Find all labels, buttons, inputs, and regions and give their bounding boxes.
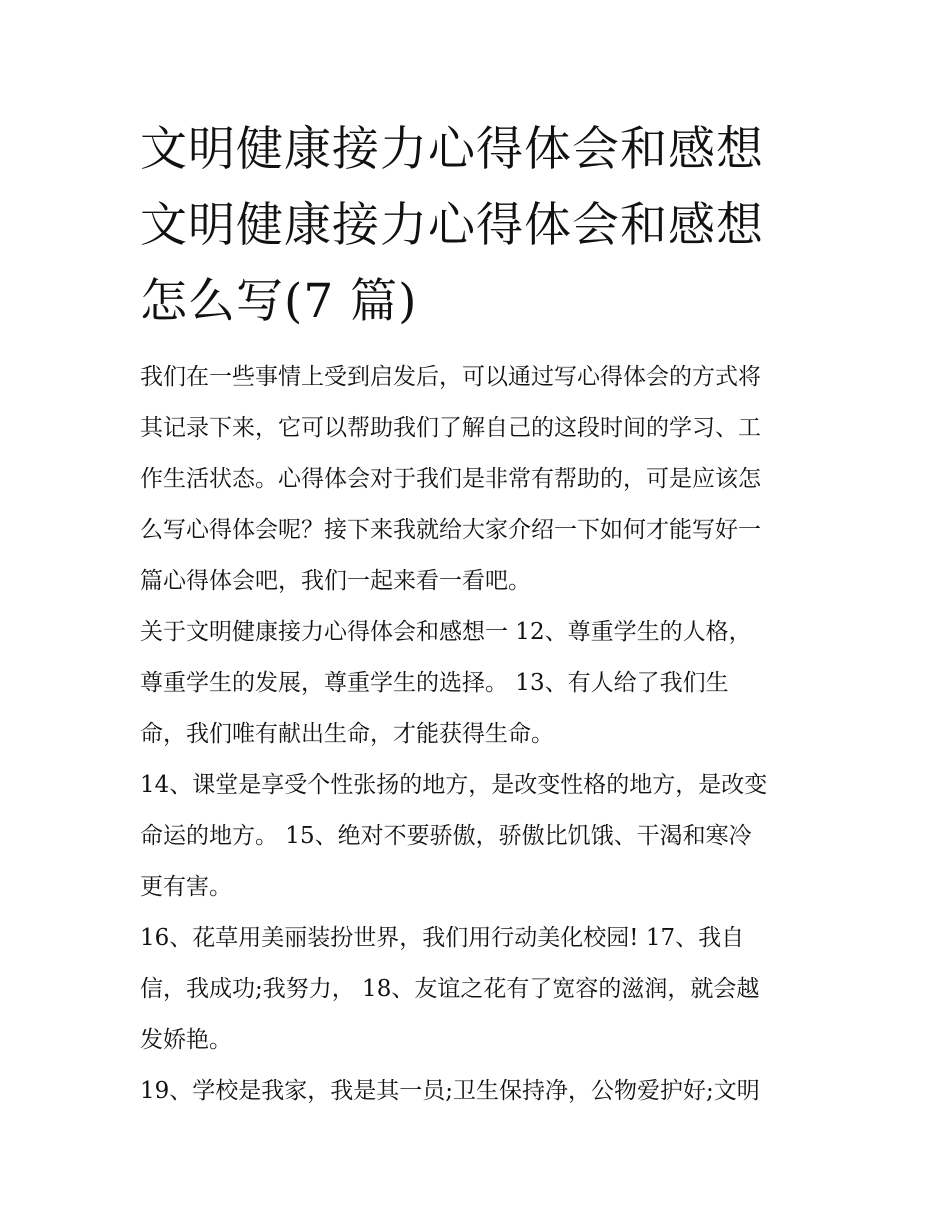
text-line: 更有害。 [140, 874, 232, 900]
document-content [140, 112, 820, 1117]
text-line: 19、学校是我家，我是其一员;卫生保持净，公物爱护好;文明 [140, 1078, 760, 1104]
text-line: 尊重学生的发展，尊重学生的选择。 13、有人给了我们生 [140, 670, 729, 696]
body-paragraph [140, 913, 820, 1066]
text-line: 发娇艳。 [140, 1027, 232, 1053]
text-line: 我们在一些事情上受到启发后，可以通过写心得体会的方式将 [140, 364, 761, 390]
text-line: 命，我们唯有献出生命，才能获得生命。 [140, 721, 554, 747]
title-line: 怎么写(7 篇) [140, 274, 418, 329]
body-paragraph [140, 1066, 820, 1117]
text-line: 么写心得体会呢？接下来我就给大家介绍一下如何才能写好一 [140, 517, 761, 543]
text-line: 其记录下来，它可以帮助我们了解自己的这段时间的学习、工 [140, 415, 761, 441]
text-line: 信，我成功;我努力， 18、友谊之花有了宽容的滋润，就会越 [140, 976, 760, 1002]
text-line: 作生活状态。心得体会对于我们是非常有帮助的，可是应该怎 [140, 466, 761, 492]
title-line: 文明健康接力心得体会和感想 [140, 122, 764, 177]
title-line: 文明健康接力心得体会和感想 [140, 198, 764, 253]
text-line: 16、花草用美丽装扮世界，我们用行动美化校园! 17、我自 [140, 925, 745, 951]
body-paragraph [140, 760, 820, 913]
document-title [140, 112, 820, 340]
text-line: 命运的地方。 15、绝对不要骄傲，骄傲比饥饿、干渴和寒冷 [140, 823, 752, 849]
text-line: 14、课堂是享受个性张扬的地方，是改变性格的地方，是改变 [140, 772, 768, 798]
text-line: 关于文明健康接力心得体会和感想一 12、尊重学生的人格， [140, 619, 752, 645]
text-line: 篇心得体会吧，我们一起来看一看吧。 [140, 568, 531, 594]
intro-paragraph [140, 352, 820, 607]
body-paragraph [140, 607, 820, 760]
